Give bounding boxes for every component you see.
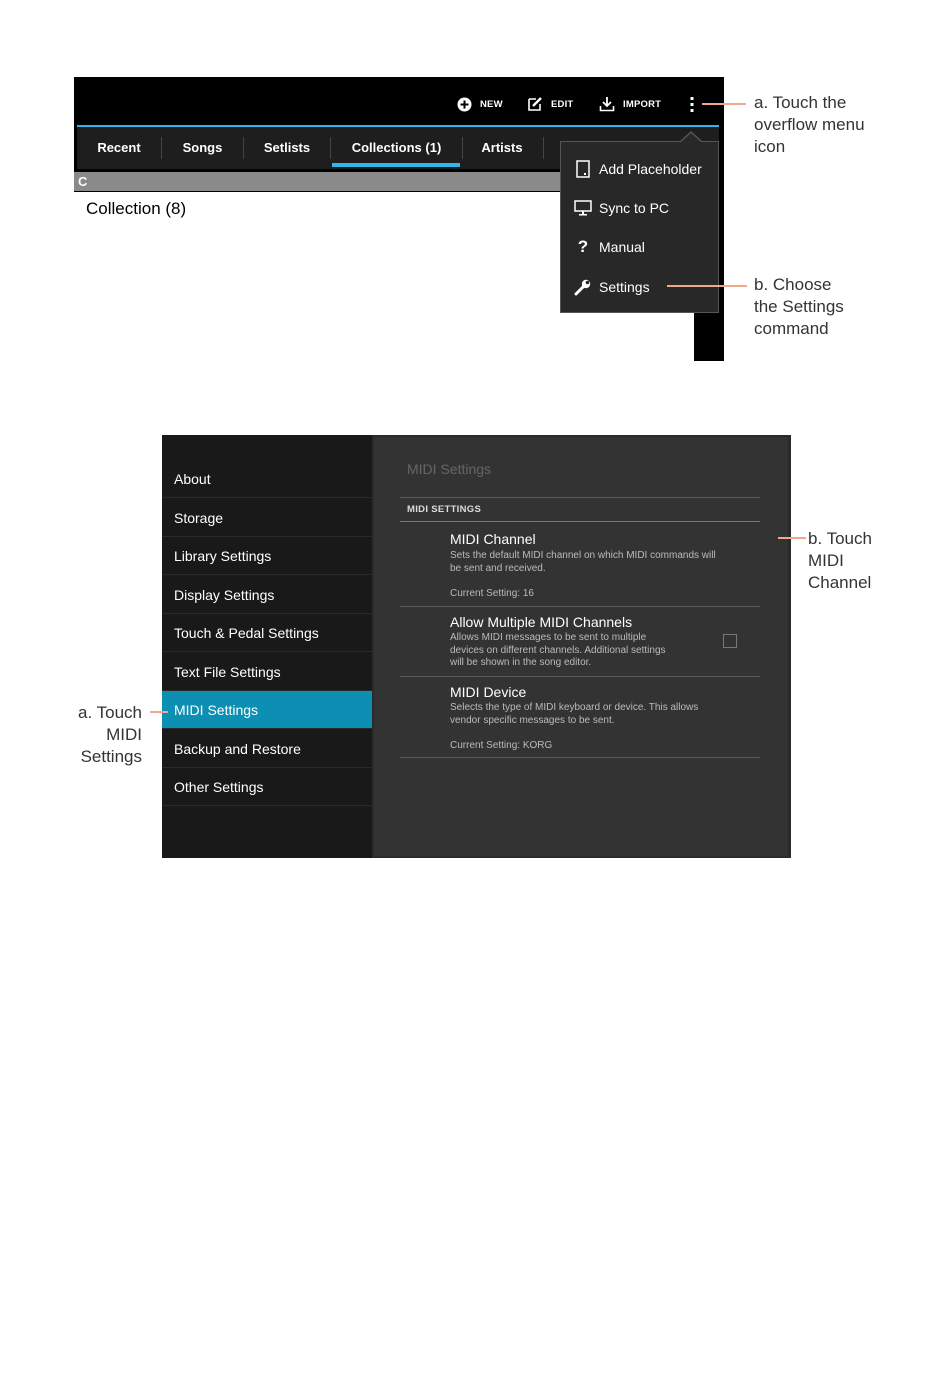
sidebar-label: Other Settings (174, 778, 264, 795)
section-header: MIDI SETTINGS (407, 504, 482, 515)
tab-setlists[interactable] (244, 127, 330, 167)
sidebar-label: Touch & Pedal Settings (174, 624, 319, 641)
sidebar-item-text-file-settings[interactable] (162, 653, 372, 691)
pref-current: Current Setting: 16 (450, 588, 534, 599)
settings-detail-pane (374, 437, 788, 856)
wrench-icon (574, 278, 592, 296)
menu-caret-fill (680, 133, 702, 143)
tab-recent-label: Recent (97, 139, 141, 155)
sidebar-item-about[interactable] (162, 460, 372, 498)
tab-songs-label: Songs (182, 139, 223, 155)
sidebar-item-backup-restore[interactable] (162, 730, 372, 768)
sidebar-item-touch-pedal-settings[interactable] (162, 614, 372, 652)
sidebar-item-midi-settings[interactable] (162, 691, 372, 729)
new-action[interactable] (457, 95, 503, 113)
settings-sidebar (162, 435, 372, 858)
pref-summary (450, 702, 698, 727)
pref-current: Current Setting: KORG (450, 740, 553, 751)
divider (400, 497, 760, 498)
pref-summary (450, 550, 716, 575)
callout-line: MIDI (808, 551, 844, 570)
callout-line: command (754, 319, 829, 338)
callout-line: the Settings (754, 297, 844, 316)
import-icon (599, 96, 615, 112)
callout-line: b. Choose (754, 275, 832, 294)
overflow-menu-icon[interactable] (689, 96, 695, 113)
pref-midi-channel[interactable] (400, 525, 760, 605)
sidebar-label: Storage (174, 509, 224, 526)
menu-item-manual[interactable] (561, 228, 718, 266)
question-icon: ? (577, 237, 589, 256)
sidebar-item-storage[interactable] (162, 499, 372, 537)
callout-line: b. Touch (808, 529, 872, 548)
monitor-icon (574, 200, 592, 216)
summary-line: vendor specific messages to be sent. (450, 714, 615, 726)
leader-line (667, 285, 747, 287)
summary-line: be sent and received. (450, 562, 546, 574)
pref-summary (450, 632, 666, 670)
collection-list-item[interactable]: Collection (8) (86, 199, 187, 218)
leader-line (778, 537, 806, 539)
callout-midi-settings (60, 702, 142, 768)
menu-label: Add Placeholder (599, 161, 702, 177)
callout-settings (754, 274, 844, 340)
edit-action[interactable] (527, 95, 573, 113)
menu-item-add-placeholder[interactable] (561, 150, 718, 188)
sidebar-item-other-settings[interactable] (162, 768, 372, 806)
tab-artists-label: Artists (481, 139, 523, 155)
callout-midi-channel (808, 528, 872, 594)
divider (400, 757, 760, 758)
multiple-channels-checkbox[interactable] (723, 634, 737, 648)
menu-label: Sync to PC (599, 200, 670, 216)
sidebar-label: About (174, 470, 211, 487)
callout-line: a. Touch the (754, 93, 847, 112)
callout-line: overflow menu (754, 115, 865, 134)
sidebar-item-library-settings[interactable] (162, 537, 372, 575)
edit-icon (527, 96, 543, 112)
overflow-menu (560, 141, 719, 313)
pref-title: MIDI Device (450, 684, 527, 700)
menu-label: Settings (599, 279, 650, 295)
pref-title: MIDI Channel (450, 531, 536, 547)
tab-artists[interactable] (463, 127, 541, 167)
summary-line: devices on different channels. Additional settings (450, 644, 666, 656)
tab-collections-label: Collections (1) (351, 139, 442, 155)
active-tab-indicator (332, 163, 460, 167)
sidebar-label: Backup and Restore (174, 740, 301, 757)
menu-item-settings[interactable] (561, 268, 718, 306)
tab-collections[interactable] (331, 127, 462, 167)
tab-songs[interactable] (162, 127, 243, 167)
import-label: IMPORT (623, 98, 662, 110)
sidebar-label: Display Settings (174, 586, 275, 603)
pane-title: MIDI Settings (407, 461, 492, 477)
callout-line: Settings (80, 747, 142, 766)
callout-overflow (754, 92, 865, 158)
divider (400, 521, 760, 522)
import-action[interactable] (599, 95, 661, 113)
new-label: NEW (480, 98, 503, 110)
pref-title: Allow Multiple MIDI Channels (450, 614, 633, 630)
menu-item-sync-to-pc[interactable] (561, 189, 718, 227)
callout-line: Channel (808, 573, 872, 592)
callout-line: icon (754, 137, 786, 156)
callout-line: MIDI (106, 725, 142, 744)
menu-label: Manual (599, 239, 645, 255)
tab-divider (543, 137, 544, 159)
summary-line: will be shown in the song editor. (450, 657, 592, 668)
summary-line: Selects the type of MIDI keyboard or device. This allows (450, 702, 699, 713)
leader-line (702, 103, 746, 105)
callout-line: a. Touch (78, 703, 142, 722)
sidebar-label: Library Settings (174, 547, 272, 564)
sidebar-label: MIDI Settings (174, 701, 259, 718)
tab-recent[interactable] (77, 127, 161, 167)
sidebar-item-display-settings[interactable] (162, 576, 372, 614)
summary-line: Sets the default MIDI channel on which MIDI commands will (450, 550, 716, 561)
plus-circle-icon (457, 97, 472, 112)
tab-setlists-label: Setlists (263, 139, 311, 155)
leader-line (150, 711, 168, 713)
pref-midi-device[interactable] (400, 677, 760, 757)
pref-allow-multiple-channels[interactable] (400, 607, 760, 675)
summary-line: Allows MIDI messages to be sent to multiple (450, 632, 647, 643)
sidebar-label: Text File Settings (174, 663, 281, 680)
tablet-icon (576, 160, 590, 178)
edit-label: EDIT (551, 98, 574, 110)
section-letter-header: C (74, 172, 560, 191)
